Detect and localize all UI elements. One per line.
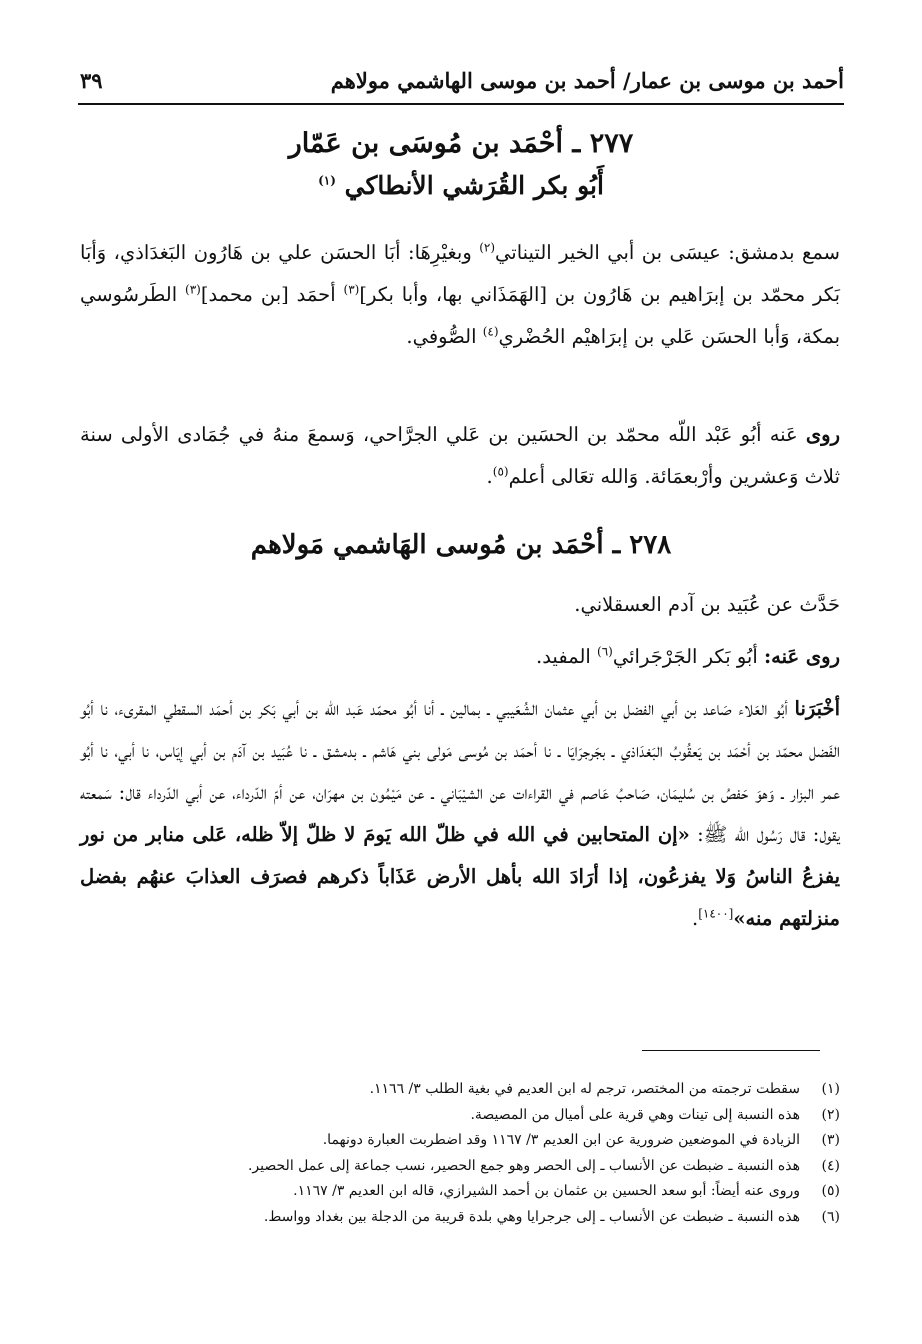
footnotes: [140, 1077, 840, 1230]
footnote-ref-1: (١): [318, 173, 336, 188]
footnote-5: [140, 1179, 840, 1205]
text-run: الطَرسُوسي بمكة، وَأبا الحسَن عَلي بن إبرَاهيْم الحُضْري: [80, 283, 840, 348]
text-run: .: [486, 465, 493, 488]
text-run: وبغيْرِهَا: أبَا الحسَن علي بن هَارُون البَغدَاذي، وَأبَا بَكر محمّد بن إبرَاهيم بن هَارُون بن [الهَمَذَاني بها، وأبا بكر]: [80, 241, 841, 306]
footnote-1: [140, 1077, 840, 1103]
footnote-3: [140, 1128, 840, 1154]
hadith-ref: [١٤٠٠]: [698, 906, 734, 921]
text-run: أبُو العَلاء صَاعد بن أبي الفضل بن أبي عثمان الشُعَيبي ـ بمالين ـ أنا أبُو محمّد عَبد اللّه بن أبي بَكر بن أحمَد السقطي المقرىء، نا أبُو الفَضل محمّد بن أحْمَد بن يَعقُوبُ البَغدَاذي ـ بجَرجرَايَا ـ نا أحمَد بن مُوسى مَولى بني هَاشم ـ بدمشق ـ نا عُبَيد بن آدَم بن أبي إيَاس، نا أبي، نا أبُو عمر البزار ـ وَهوَ حَفصُ بن سُليمَان، صَاحبُ عَاصم في القراءات عن الشيْبَاني ـ عن مَيْمُون بن مهرَان، عن أمّ الدّرداء، عن أبي الدّرداء قال: سَمعته يقول: قال رَسُول الله ﷺ:: [80, 697, 840, 846]
entry-278-paragraph-1: حَدَّث عن عُبَيد بن آدم العسقلاني.: [574, 593, 840, 616]
text-run: أبُو بَكر الجَرْجَرائي: [612, 645, 764, 668]
footnote-text: هذه النسبة إلى تينات وهي قرية على أميال من المصيصة.: [470, 1106, 800, 1123]
running-header: [80, 58, 844, 102]
entry-277-heading: ٢٧٧ ـ أحْمَد بن مُوسَى بن عَمّار: [288, 128, 634, 159]
footnote-number: (٦): [821, 1208, 840, 1225]
footnote-number: (٥): [821, 1183, 840, 1199]
lead-word: روى: [805, 423, 840, 446]
entry-278-paragraph-2: [80, 636, 840, 678]
footnote-ref-5: (٥): [492, 464, 509, 479]
footnote-text: الزيادة في الموضعين ضرورية عن ابن العديم ٣/ ١١٦٧ وقد اضطربت العبارة دونهما.: [322, 1132, 800, 1148]
text-run: عَنه أبُو عَبْد اللّه محمّد بن الحسَين بن عَلي الجرَّاحي، وَسمعَ منهُ في جُمَادى الأولى سنة ثلاث وَعشرين وأرْبعمَائة. وَالله تعَالى أعلم: [80, 423, 840, 488]
header-rule: [78, 103, 844, 105]
text-run: أحمَد [بن محمد]: [200, 283, 344, 306]
footnote-6: [140, 1205, 840, 1231]
page-number: ٣٩: [80, 67, 103, 93]
footnote-rule: [642, 1050, 820, 1051]
text-run: المفيد.: [536, 645, 598, 668]
entry-278-heading: ٢٧٨ ـ أحْمَد بن مُوسى الهَاشمي مَولاهم: [250, 530, 672, 560]
footnote-number: (٤): [821, 1157, 840, 1174]
entry-277-paragraph-1: [80, 232, 840, 358]
footnote-text: هذه النسبة ـ ضبطت عن الأنساب ـ إلى جرجرايا وهي بلدة قريبة من الدجلة بين بغداد وواسط.: [263, 1208, 800, 1225]
footnote-text: سقطت ترجمته من المختصر، ترجم له ابن العديم في بغية الطلب ٣/ ١١٦٦.: [369, 1081, 800, 1097]
footnote-ref-3b: (٣): [185, 282, 201, 297]
footnote-number: (٣): [821, 1132, 840, 1148]
running-title: أحمد بن موسى بن عمار/ أحمد بن موسى الهاشمي مولاهم: [330, 67, 844, 93]
footnote-ref-2: (٢): [479, 240, 496, 255]
footnote-text: وروى عنه أيضاً: أبو سعد الحسين بن عثمان بن أحمد الشيرازي، قاله ابن العديم ٣/ ١١٦٧.: [293, 1183, 800, 1199]
footnote-2: [140, 1103, 840, 1129]
footnote-number: (٢): [821, 1106, 840, 1123]
hadith-quote: «إن المتحابين في الله في ظلّ الله يَومَ لا ظلّ إلاّ ظله، عَلى منابر من نور يفزعُ الناسُ وَلا يفزعُون، إذا أرَادَ الله بأهل الأرض عَذَاباً ذكرهم فصرَف العذابَ عنهُم بفضل منزلتهم منه»: [80, 823, 840, 930]
text-run: الصُّوفي.: [406, 325, 483, 348]
entry-277-paragraph-2: [80, 414, 840, 498]
lead-word: أخْبَرَنا: [794, 697, 840, 720]
entry-277-subheading: [80, 171, 842, 200]
lead-word: روى عَنه:: [763, 645, 840, 668]
entry-277-subheading-text: أَبُو بكر القُرَشي الأنطاكي: [344, 171, 604, 200]
text-run: .: [692, 907, 699, 930]
footnote-4: [140, 1154, 840, 1180]
footnote-text: هذه النسبة ـ ضبطت عن الأنساب ـ إلى الحصر وهو جمع الحصير، نسب جماعة إلى عمل الحصير.: [247, 1157, 800, 1174]
footnote-ref-4: (٤): [482, 324, 499, 339]
text-run: سمع بدمشق: عيسَى بن أبي الخير التيناتي: [495, 241, 840, 264]
footnote-number: (١): [821, 1081, 840, 1097]
footnote-ref-6: (٦): [597, 644, 613, 659]
entry-278-paragraph-3: [80, 688, 840, 940]
footnote-ref-3: (٣): [343, 282, 360, 297]
